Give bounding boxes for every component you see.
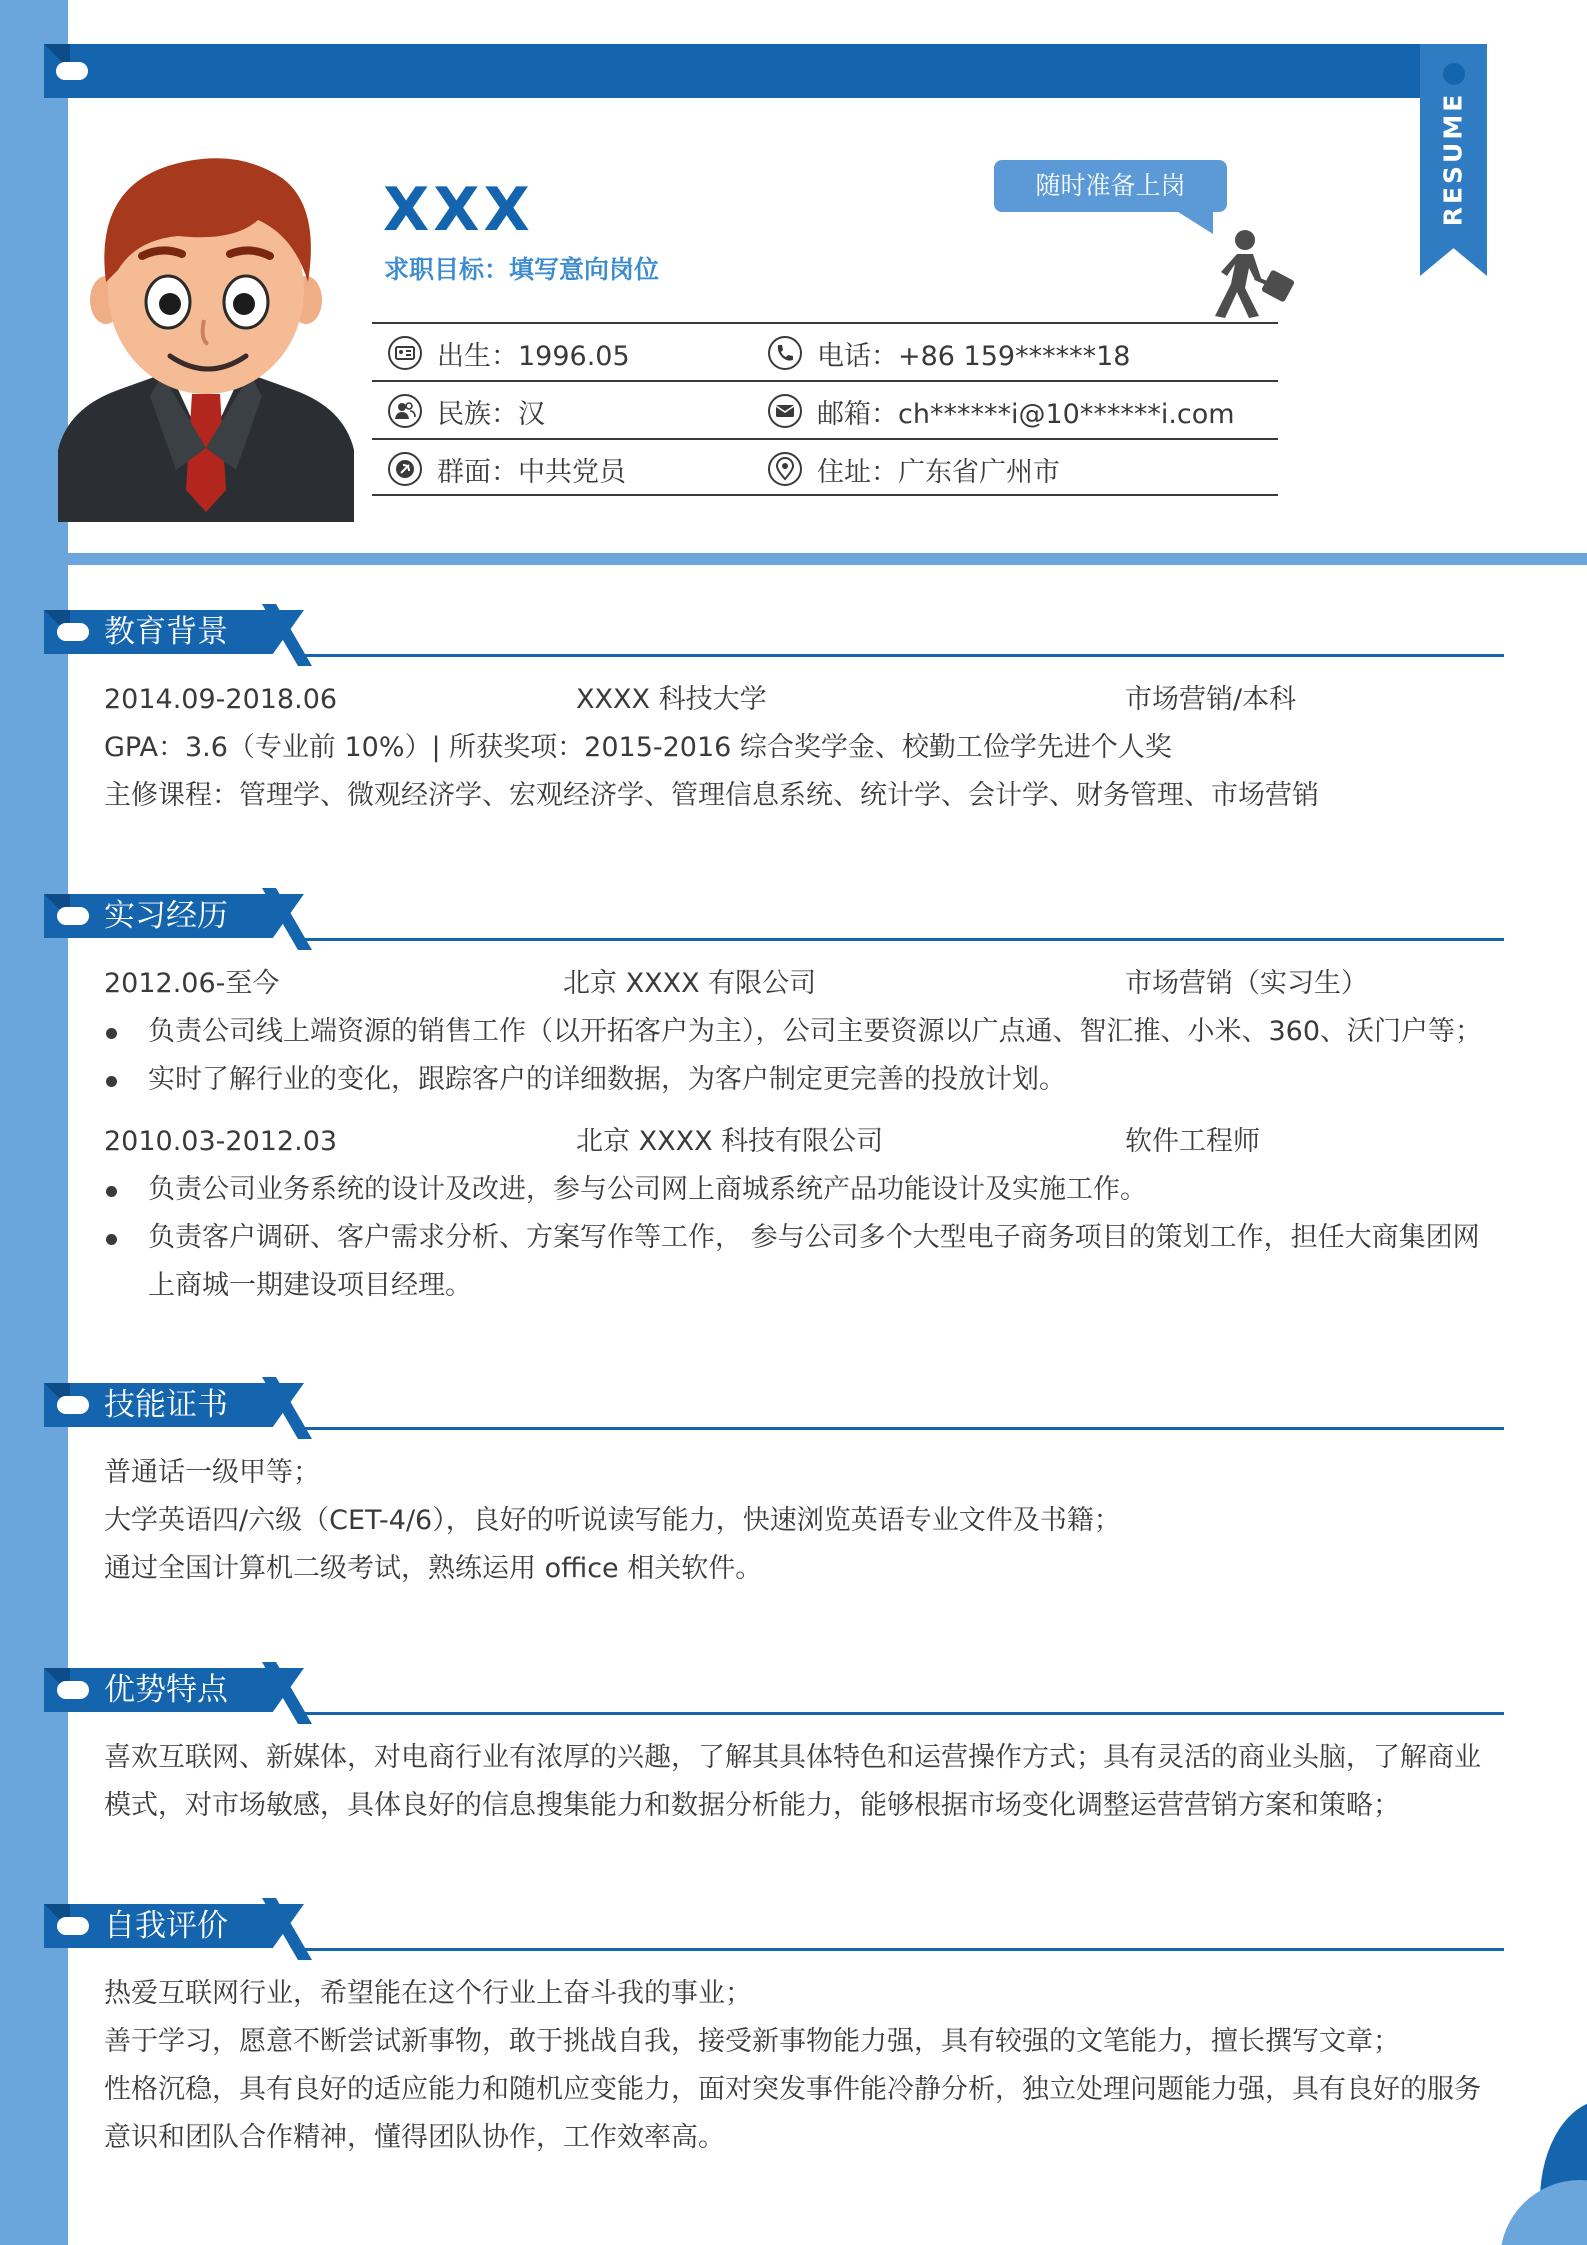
status-bubble: 随时准备上岗 [994, 160, 1227, 212]
internship-title: 实习经历 [104, 898, 228, 934]
self-rule [300, 1948, 1504, 1951]
job-2-role: 软件工程师 [1125, 1126, 1260, 1157]
job-2-bullet-2: 负责客户调研、客户需求分析、方案写作等工作， 参与公司多个大型电子商务项目的策划工作，担任大商集团网上商城一期建设项目经理。 [104, 1214, 1504, 1310]
politics-text: 群面：中共党员 [437, 456, 626, 488]
job-1-period: 2012.06-至今 [104, 968, 280, 999]
skills-line-3: 通过全国计算机二级考试，熟练运用 office 相关软件。 [104, 1553, 763, 1584]
email-text: 邮箱：ch******i@10******i.com [817, 398, 1235, 430]
phone-cell [767, 324, 1130, 382]
strengths-header-pill [57, 1681, 89, 1699]
self-line-2: 善于学习，愿意不断尝试新事物，敢于挑战自我，接受新事物能力强，具有较强的文笔能力，擅长撰写文章； [104, 2026, 1400, 2057]
education-title: 教育背景 [104, 614, 228, 650]
location-pin-icon [767, 451, 803, 487]
people-icon [387, 393, 423, 429]
skills-header-pill [57, 1396, 89, 1414]
party-emblem-icon [387, 451, 423, 487]
avatar [58, 150, 354, 522]
info-row-3 [372, 438, 1278, 496]
self-title: 自我评价 [104, 1908, 228, 1944]
ethnicity-cell [387, 382, 545, 440]
header-pill [56, 62, 88, 80]
strengths-title: 优势特点 [104, 1672, 228, 1708]
header-divider [68, 553, 1587, 565]
phone-text: 电话：+86 159******18 [817, 340, 1131, 372]
job-2-company: 北京 XXXX 科技有限公司 [576, 1126, 884, 1157]
internship-header-pill [57, 907, 89, 925]
info-row-2 [372, 380, 1278, 438]
birth-cell [387, 324, 630, 382]
education-header-pill [57, 623, 89, 641]
skills-rule [300, 1427, 1504, 1430]
job-2-period: 2010.03-2012.03 [104, 1126, 338, 1157]
job-1-bullet-2: 实时了解行业的变化，跟踪客户的详细数据，为客户制定更完善的投放计划。 [104, 1056, 1504, 1104]
strengths-text: 喜欢互联网、新媒体，对电商行业有浓厚的兴趣，了解其具体特色和运营操作方式；具有灵活的商业头脑，了解商业模式，对市场敏感，具体良好的信息搜集能力和数据分析能力，能够根据市场变化调整运营营销方案和策略； [104, 1742, 1481, 1821]
self-header-pill [57, 1917, 89, 1935]
candidate-name: XXX [383, 175, 534, 245]
strengths-rule [300, 1712, 1504, 1715]
job-target: 求职目标：填写意向岗位 [384, 255, 660, 284]
education-school: XXXX 科技大学 [576, 684, 767, 715]
self-line-3: 性格沉稳，具有良好的适应能力和随机应变能力，面对突发事件能冷静分析，独立处理问题能力强，具有良好的服务意识和团队合作精神，懂得团队协作，工作效率高。 [104, 2074, 1481, 2153]
address-cell [767, 440, 1060, 498]
walking-businessman-icon [1215, 228, 1295, 320]
skills-line-2: 大学英语四/六级（CET-4/6），良好的听说读写能力，快速浏览英语专业文件及书籍； [104, 1505, 1121, 1536]
education-rule [300, 654, 1504, 657]
job-1-bullet-1: 负责公司线上端资源的销售工作（以开拓客户为主），公司主要资源以广点通、智汇推、小米、360、沃门户等； [104, 1008, 1504, 1056]
education-major: 市场营销/本科 [1125, 684, 1297, 715]
address-text: 住址：广东省广州市 [817, 456, 1060, 488]
birth-text: 出生：1996.05 [437, 340, 630, 372]
self-line-1: 热爱互联网行业，希望能在这个行业上奋斗我的事业； [104, 1978, 752, 2009]
corner-circle-light [1500, 2180, 1587, 2245]
education-gpa: GPA：3.6（专业前 10%）| 所获奖项：2015-2016 综合奖学金、校勤工俭学先进个人奖 [104, 732, 1172, 763]
skills-title: 技能证书 [104, 1387, 228, 1423]
id-card-icon [387, 335, 423, 371]
skills-line-1: 普通话一级甲等； [104, 1457, 320, 1488]
ethnicity-text: 民族：汉 [437, 398, 545, 430]
bubble-tail [1175, 210, 1213, 234]
education-courses: 主修课程：管理学、微观经济学、宏观经济学、管理信息系统、统计学、会计学、财务管理、市场营销 [104, 780, 1319, 811]
politics-cell [387, 440, 626, 498]
info-row-1 [372, 322, 1278, 380]
email-cell [767, 382, 1235, 440]
mail-icon [767, 393, 803, 429]
internship-rule [300, 938, 1504, 941]
header-bar [44, 44, 1487, 98]
education-period: 2014.09-2018.06 [104, 684, 338, 715]
ribbon-label: RESUME [1438, 91, 1468, 227]
job-1-company: 北京 XXXX 有限公司 [563, 968, 817, 999]
phone-icon [767, 335, 803, 371]
job-1-role: 市场营销（实习生） [1125, 968, 1368, 999]
job-2-bullet-1: 负责公司业务系统的设计及改进，参与公司网上商城系统产品功能设计及实施工作。 [104, 1166, 1504, 1214]
